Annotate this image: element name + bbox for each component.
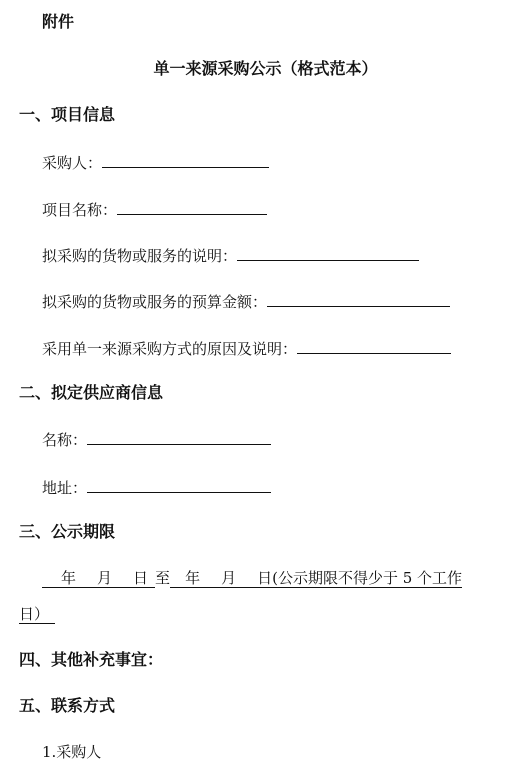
start-day-unit: 日	[133, 569, 149, 587]
supplier-name-blank	[87, 429, 271, 445]
field-label-goods-description: 拟采购的货物或服务的说明：	[42, 247, 238, 265]
start-year-unit: 年	[61, 569, 77, 587]
field-goods-description	[42, 245, 419, 266]
field-label-supplier-name: 名称：	[42, 431, 88, 449]
document-title: 单一来源采购公示（格式范本）	[153, 59, 378, 78]
publicity-note-end	[19, 605, 55, 624]
field-label-reason: 采用单一来源采购方式的原因及说明：	[42, 340, 298, 358]
to-text: 至	[155, 569, 171, 587]
field-label-project-name: 项目名称：	[42, 201, 118, 219]
section-heading-contact: 五、联系方式	[19, 696, 116, 715]
field-purchaser	[42, 152, 269, 173]
field-label-purchaser: 采购人：	[42, 154, 103, 172]
goods-description-blank	[237, 245, 419, 261]
field-supplier-name	[42, 429, 271, 450]
end-date-underline	[170, 569, 462, 588]
field-project-name	[42, 199, 267, 220]
publicity-note-end-text: 日）	[19, 605, 50, 623]
field-reason	[42, 338, 451, 359]
section-heading-supplier-info: 二、拟定供应商信息	[19, 383, 164, 402]
reason-blank	[297, 338, 451, 354]
supplier-address-blank	[87, 477, 271, 493]
start-date-underline	[42, 569, 155, 588]
end-year-unit: 年	[185, 569, 201, 587]
publicity-period-line1	[42, 568, 462, 588]
start-month-unit: 月	[97, 569, 113, 587]
field-label-supplier-address: 地址：	[42, 479, 88, 497]
field-supplier-address	[42, 477, 271, 498]
purchaser-blank	[102, 152, 269, 168]
contact-item-purchaser: 1.采购人	[42, 743, 102, 761]
field-label-budget-amount: 拟采购的货物或服务的预算金额：	[42, 293, 268, 311]
field-budget-amount	[42, 291, 450, 312]
publicity-period-line2	[19, 604, 55, 624]
attachment-label: 附件	[42, 12, 75, 31]
budget-amount-blank	[267, 291, 450, 307]
end-month-unit: 月	[221, 569, 237, 587]
end-day-unit: 日	[257, 569, 273, 587]
publicity-note: (公示期限不得少于 5 个工作	[272, 569, 463, 587]
section-heading-publicity-period: 三、公示期限	[19, 522, 116, 541]
section-heading-other-matters: 四、其他补充事宜：	[19, 650, 164, 669]
section-heading-project-info: 一、项目信息	[19, 105, 116, 124]
project-name-blank	[117, 199, 267, 215]
